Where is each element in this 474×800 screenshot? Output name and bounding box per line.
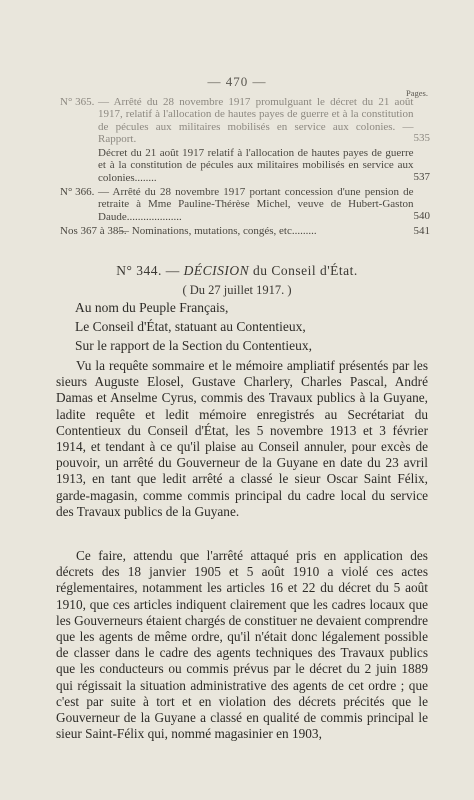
toc-number: N° 366. [60, 186, 95, 199]
toc-text: — Arrêté du 28 novembre 1917 portant concession d'une pension de retraite à Mme Pauline-Thérèse Michel, veuve de Hubert-Gaston Daude.................... [98, 186, 414, 223]
toc-entry [60, 186, 430, 223]
pages-label: Pages. [406, 88, 428, 98]
toc-entry [60, 96, 430, 145]
toc-text: — Nominations, mutations, congés, etc......... [118, 224, 317, 237]
decision-date: ( Du 27 juillet 1917. ) [182, 283, 292, 297]
decision-number: N° 344. [116, 263, 162, 278]
paragraph-2: Ce faire, attendu que l'arrêté attaqué pris en application des décrets des 18 janvier 1905 et 5 août 1910 a violé ces actes réglementaires, notamment les articles 16 et 22 du décret du 5 août 1910, que ces articles indiquent clairement que les cadres locaux que les Gouverneurs étaient chargés de constituer ne devaient comprendre que les agents de même ordre, qu'il n'était donc légalement possible de classer dans le cadre des agents techniques des Travaux publics que les conducteurs ou commis prévus par le décret du 2 juin 1889 qui régissait la situation administrative des agents de cet ordre ; que c'est par suite à tort et en violation des décrets précités que le Gouverneur de la Guyane a classé en qualité de commis principal le sieur Saint-Félix qui, nommé magasinier en 1903, [56, 548, 428, 742]
toc-page: 537 [413, 171, 430, 184]
decision-title-rest: du Conseil d'État. [252, 263, 358, 278]
paragraph-1: Vu la requête sommaire et le mémoire ampliatif présentés par les sieurs Auguste Elosel, Gustave Charlery, Charles Pascal, André Damas et Anselme Cyrus, commis des Travaux publics à la Guyane, ladite requête et ledit mémoire enregistrés au Secrétariat du Contentieux du Conseil d'État, les 5 novembre 1913 et 3 février 1914, et tendant à ce qu'il plaise au Conseil annuler, pour excès de pouvoir, un arrêté du Gouverneur de la Guyane en date du 23 avril 1913, en tant que ledit arrêté a classé le sieur Oscar Saint Félix, garde-magasin, comme commis principal du cadre local du service des Travaux publics de la Guyane. [56, 358, 428, 519]
toc-page: 535 [413, 132, 430, 144]
toc-number: N° 365. [60, 96, 95, 108]
toc-entry [60, 225, 430, 237]
decision-title: N° 344. — DÉCISION du Conseil d'État. [116, 263, 358, 278]
toc-page: 540 [413, 210, 430, 223]
page-number: — 470 — [207, 74, 267, 89]
toc-text: — Arrêté du 28 novembre 1917 promulguant le décret du 21 août 1917, relatif à l'allocation de hautes payes de guerre et à la constitution de pécules aux militaires mobilisés en service aux colonies. — Rapport. [98, 96, 414, 145]
preamble-line-1: Au nom du Peuple Français, [75, 300, 229, 315]
toc-list [60, 96, 430, 239]
toc-entry [60, 147, 430, 184]
toc-page: 541 [413, 224, 430, 237]
preamble-line-2: Le Conseil d'État, statuant au Contentieux, [75, 319, 306, 334]
toc-number: Nos 367 à 385. [60, 224, 127, 237]
decision-title-italic: DÉCISION [183, 263, 250, 278]
toc-text: Décret du 21 août 1917 relatif à l'allocation de hautes payes de guerre et à la constitution de pécules aux militaires mobilisés en service aux colonies........ [98, 147, 414, 184]
preamble-line-3: Sur le rapport de la Section du Contentieux, [75, 338, 312, 353]
